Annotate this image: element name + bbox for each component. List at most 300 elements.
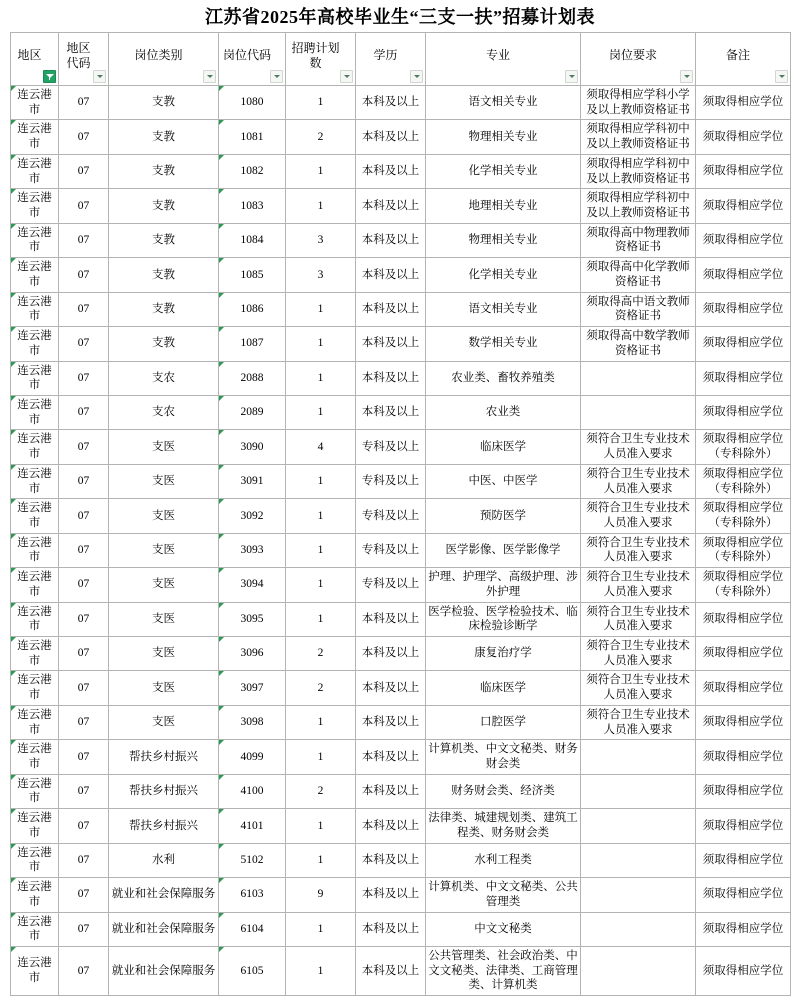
cell-major[interactable] [426,154,581,188]
cell-post-code[interactable] [219,327,286,361]
page-title: 江苏省2025年高校毕业生“三支一扶”招募计划表 [205,7,595,27]
cell-post-category[interactable] [109,327,219,361]
cell-plan-count[interactable] [286,464,356,498]
cell-plan-count[interactable] [286,843,356,877]
cell-major[interactable] [426,223,581,257]
cell-region[interactable] [11,258,59,292]
cell-education[interactable] [356,774,426,808]
cell-remark[interactable] [696,843,791,877]
cell-region-code[interactable] [59,120,109,154]
cell-post-category-text: 就业和社会保障服务 [111,888,216,901]
cell-requirement[interactable] [581,946,696,995]
cell-major[interactable] [426,361,581,395]
cell-post-category[interactable] [109,740,219,774]
cell-post-category[interactable] [109,464,219,498]
chevron-down-icon-region-code[interactable] [93,70,106,83]
cell-region-code[interactable] [59,499,109,533]
cell-major[interactable] [426,740,581,774]
cell-requirement[interactable] [581,774,696,808]
cell-requirement[interactable] [581,464,696,498]
cell-plan-count[interactable] [286,878,356,912]
column-header-education[interactable] [356,33,426,86]
column-header-remark[interactable] [696,33,791,86]
cell-region[interactable] [11,464,59,498]
cell-remark-text: 须取得相应学位 [702,130,784,143]
cell-region-code[interactable] [59,464,109,498]
cell-region[interactable] [11,86,59,120]
cell-remark[interactable] [696,430,791,464]
cell-post-category[interactable] [109,568,219,602]
cell-requirement[interactable] [581,430,696,464]
cell-region[interactable] [11,292,59,326]
cell-remark[interactable] [696,86,791,120]
cell-region[interactable] [11,912,59,946]
cell-requirement[interactable] [581,912,696,946]
cell-remark[interactable] [696,946,791,995]
cell-plan-count[interactable] [286,430,356,464]
cell-region[interactable] [11,430,59,464]
cell-region[interactable] [11,878,59,912]
cell-requirement[interactable] [581,223,696,257]
cell-plan-count[interactable] [286,189,356,223]
cell-region-text: 连云港市 [17,261,52,288]
cell-plan-count-text: 1 [317,371,324,384]
cell-remark[interactable] [696,809,791,843]
cell-region[interactable] [11,705,59,739]
cell-remark[interactable] [696,740,791,774]
cell-plan-count[interactable] [286,395,356,429]
cell-post-category[interactable] [109,499,219,533]
cell-post-code[interactable] [219,878,286,912]
cell-requirement[interactable] [581,809,696,843]
cell-region-code[interactable] [59,292,109,326]
cell-region[interactable] [11,154,59,188]
cell-post-code[interactable] [219,120,286,154]
cell-education[interactable] [356,395,426,429]
cell-requirement[interactable] [581,189,696,223]
cell-education[interactable] [356,292,426,326]
cell-remark[interactable] [696,464,791,498]
cell-plan-count[interactable] [286,533,356,567]
cell-remark-text: 须取得相应学位 [702,302,784,315]
cell-post-code-text: 1081 [240,130,264,143]
cell-remark[interactable] [696,705,791,739]
cell-post-code[interactable] [219,189,286,223]
cell-education[interactable] [356,327,426,361]
cell-major[interactable] [426,878,581,912]
cell-region-code[interactable] [59,533,109,567]
cell-plan-count[interactable] [286,705,356,739]
cell-region-code[interactable] [59,86,109,120]
cell-remark[interactable] [696,292,791,326]
cell-plan-count[interactable] [286,292,356,326]
cell-post-category[interactable] [109,533,219,567]
cell-post-code[interactable] [219,912,286,946]
cell-region[interactable] [11,499,59,533]
cell-region-text: 连云港市 [17,915,52,943]
table-row [11,533,791,567]
chevron-down-icon-requirement[interactable] [680,70,693,83]
cell-education[interactable] [356,120,426,154]
chevron-down-icon-plan-count[interactable] [340,70,353,83]
cell-plan-count-text: 1 [317,819,324,832]
table-row [11,946,791,995]
cell-post-code[interactable] [219,809,286,843]
cell-major[interactable] [426,464,581,498]
cell-remark[interactable] [696,154,791,188]
cell-region-code-text: 07 [77,440,90,453]
cell-post-code[interactable] [219,946,286,995]
cell-education[interactable] [356,809,426,843]
cell-post-category[interactable] [109,86,219,120]
cell-requirement[interactable] [581,327,696,361]
cell-post-code[interactable] [219,568,286,602]
cell-post-category[interactable] [109,637,219,671]
cell-post-category[interactable] [109,258,219,292]
chevron-down-icon-remark[interactable] [775,70,788,83]
cell-plan-count[interactable] [286,154,356,188]
cell-remark[interactable] [696,671,791,705]
column-header-requirement[interactable] [581,33,696,86]
cell-requirement[interactable] [581,568,696,602]
cell-post-category[interactable] [109,602,219,636]
cell-post-code[interactable] [219,671,286,705]
cell-region-text: 连云港市 [17,89,52,116]
cell-region[interactable] [11,602,59,636]
cell-education[interactable] [356,843,426,877]
cell-post-code-text: 5102 [240,853,264,866]
cell-region-code[interactable] [59,912,109,946]
cell-requirement[interactable] [581,705,696,739]
table-row [11,223,791,257]
cell-education-text: 本科及以上 [361,337,420,350]
column-header-major[interactable] [426,33,581,86]
cell-education[interactable] [356,464,426,498]
cell-post-code[interactable] [219,292,286,326]
cell-post-code[interactable] [219,223,286,257]
cell-post-category[interactable] [109,705,219,739]
cell-education-text: 本科及以上 [361,371,420,384]
cell-plan-count[interactable] [286,568,356,602]
cell-major[interactable] [426,946,581,995]
table-row [11,499,791,533]
cell-post-code[interactable] [219,86,286,120]
cell-plan-count[interactable] [286,912,356,946]
cell-region-code[interactable] [59,809,109,843]
cell-education-text: 本科及以上 [361,130,420,143]
cell-education[interactable] [356,258,426,292]
cell-post-code[interactable] [219,464,286,498]
cell-education[interactable] [356,568,426,602]
cell-plan-count[interactable] [286,86,356,120]
cell-region-code[interactable] [59,189,109,223]
cell-post-category[interactable] [109,912,219,946]
cell-remark[interactable] [696,223,791,257]
cell-remark[interactable] [696,774,791,808]
cell-plan-count[interactable] [286,361,356,395]
cell-plan-count[interactable] [286,120,356,154]
cell-remark[interactable] [696,912,791,946]
cell-post-category[interactable] [109,395,219,429]
cell-education[interactable] [356,86,426,120]
cell-requirement[interactable] [581,154,696,188]
cell-region-code[interactable] [59,843,109,877]
cell-major[interactable] [426,258,581,292]
cell-region[interactable] [11,533,59,567]
cell-remark[interactable] [696,258,791,292]
column-header-region-code[interactable] [59,33,109,86]
cell-education[interactable] [356,705,426,739]
cell-post-category[interactable] [109,154,219,188]
cell-education[interactable] [356,740,426,774]
cell-region[interactable] [11,809,59,843]
cell-remark[interactable] [696,327,791,361]
cell-education[interactable] [356,878,426,912]
cell-post-category[interactable] [109,809,219,843]
cell-education[interactable] [356,189,426,223]
cell-region-code[interactable] [59,154,109,188]
cell-region-code[interactable] [59,361,109,395]
cell-major-text: 农业类 [485,406,521,419]
cell-post-code[interactable] [219,843,286,877]
cell-post-category[interactable] [109,292,219,326]
cell-region-code[interactable] [59,671,109,705]
cell-region-code[interactable] [59,327,109,361]
cell-requirement[interactable] [581,671,696,705]
cell-plan-count[interactable] [286,946,356,995]
cell-post-code[interactable] [219,361,286,395]
cell-major[interactable] [426,120,581,154]
cell-region-code[interactable] [59,705,109,739]
cell-post-code[interactable] [219,430,286,464]
cell-post-category[interactable] [109,774,219,808]
cell-major[interactable] [426,602,581,636]
cell-post-code[interactable] [219,740,286,774]
table-row [11,258,791,292]
cell-major[interactable] [426,671,581,705]
cell-major[interactable] [426,843,581,877]
cell-region-code[interactable] [59,258,109,292]
cell-major[interactable] [426,86,581,120]
cell-region[interactable] [11,223,59,257]
cell-region[interactable] [11,671,59,705]
cell-region-code[interactable] [59,637,109,671]
cell-major-text: 临床医学 [480,440,526,453]
cell-region[interactable] [11,327,59,361]
cell-requirement[interactable] [581,86,696,120]
cell-education[interactable] [356,223,426,257]
cell-post-category-text: 支医 [152,475,175,488]
cell-remark[interactable] [696,395,791,429]
cell-requirement-text: 须符合卫生专业技术人员准入要求 [586,571,690,598]
cell-region-code[interactable] [59,878,109,912]
cell-post-code[interactable] [219,533,286,567]
cell-post-category[interactable] [109,946,219,995]
cell-requirement[interactable] [581,602,696,636]
cell-post-code[interactable] [219,258,286,292]
cell-plan-count[interactable] [286,258,356,292]
cell-post-code[interactable] [219,154,286,188]
cell-post-code[interactable] [219,637,286,671]
chevron-down-icon-post-category[interactable] [203,70,216,83]
cell-plan-count[interactable] [286,602,356,636]
cell-region[interactable] [11,637,59,671]
cell-region[interactable] [11,843,59,877]
cell-plan-count[interactable] [286,637,356,671]
cell-major[interactable] [426,292,581,326]
cell-remark[interactable] [696,189,791,223]
cell-requirement[interactable] [581,361,696,395]
cell-post-code[interactable] [219,602,286,636]
cell-post-code[interactable] [219,774,286,808]
cell-requirement[interactable] [581,637,696,671]
cell-post-category[interactable] [109,120,219,154]
cell-remark-text: 须取得相应学位 [702,268,784,281]
cell-major[interactable] [426,809,581,843]
cell-major[interactable] [426,637,581,671]
cell-post-code[interactable] [219,395,286,429]
cell-education[interactable] [356,361,426,395]
cell-education[interactable] [356,912,426,946]
cell-post-category[interactable] [109,361,219,395]
cell-post-category-text: 支医 [152,647,175,660]
column-header-post-code[interactable] [219,33,286,86]
cell-major[interactable] [426,499,581,533]
chevron-down-icon-post-code[interactable] [270,70,283,83]
cell-requirement-text: 须符合卫生专业技术人员准入要求 [586,433,690,461]
cell-education[interactable] [356,430,426,464]
cell-requirement[interactable] [581,740,696,774]
cell-requirement[interactable] [581,120,696,154]
filter-icon-region[interactable] [43,70,56,83]
cell-plan-count[interactable] [286,327,356,361]
cell-education[interactable] [356,533,426,567]
cell-post-category[interactable] [109,189,219,223]
cell-region-code[interactable] [59,740,109,774]
cell-major[interactable] [426,395,581,429]
cell-plan-count[interactable] [286,774,356,808]
cell-requirement[interactable] [581,258,696,292]
cell-remark[interactable] [696,568,791,602]
cell-education[interactable] [356,154,426,188]
column-header-post-category[interactable] [109,33,219,86]
cell-major-text: 化学相关专业 [468,165,538,178]
cell-post-category[interactable] [109,223,219,257]
cell-remark[interactable] [696,878,791,912]
cell-major[interactable] [426,568,581,602]
cell-education-text: 专科及以上 [361,440,420,453]
cell-region-code[interactable] [59,395,109,429]
cell-region-code[interactable] [59,774,109,808]
cell-post-category-text: 支教 [152,165,175,178]
cell-region-code[interactable] [59,223,109,257]
cell-education[interactable] [356,671,426,705]
cell-remark[interactable] [696,637,791,671]
cell-major[interactable] [426,327,581,361]
cell-plan-count[interactable] [286,499,356,533]
chevron-down-icon-education[interactable] [410,70,423,83]
cell-plan-count[interactable] [286,223,356,257]
cell-post-code[interactable] [219,499,286,533]
cell-region-code-text: 07 [77,853,90,866]
cell-major[interactable] [426,912,581,946]
cell-remark[interactable] [696,533,791,567]
cell-region-code-text: 07 [77,130,90,143]
table-row [11,395,791,429]
cell-region-code-text: 07 [77,302,90,315]
column-header-region[interactable] [11,33,59,86]
cell-region[interactable] [11,120,59,154]
cell-major[interactable] [426,533,581,567]
cell-requirement[interactable] [581,395,696,429]
cell-remark[interactable] [696,361,791,395]
cell-education[interactable] [356,499,426,533]
cell-education[interactable] [356,602,426,636]
cell-plan-count[interactable] [286,740,356,774]
cell-plan-count-text: 4 [317,440,324,453]
cell-remark[interactable] [696,499,791,533]
cell-requirement[interactable] [581,499,696,533]
cell-region-code-text: 07 [77,681,90,694]
cell-education[interactable] [356,637,426,671]
cell-post-code[interactable] [219,705,286,739]
chevron-down-icon-major[interactable] [565,70,578,83]
cell-remark-text: 须取得相应学位（专科除外） [702,433,784,461]
cell-region[interactable] [11,774,59,808]
cell-education-text: 本科及以上 [361,165,420,178]
cell-region[interactable] [11,740,59,774]
cell-region-code[interactable] [59,946,109,995]
cell-post-category[interactable] [109,878,219,912]
cell-region-text: 连云港市 [17,846,52,874]
cell-post-category[interactable] [109,843,219,877]
cell-remark-text: 须取得相应学位 [702,750,784,763]
cell-remark[interactable] [696,120,791,154]
cell-education[interactable] [356,946,426,995]
cell-major[interactable] [426,189,581,223]
cell-region-code[interactable] [59,568,109,602]
cell-plan-count[interactable] [286,809,356,843]
cell-major[interactable] [426,430,581,464]
cell-region[interactable] [11,946,59,995]
cell-requirement[interactable] [581,878,696,912]
cell-region-code[interactable] [59,602,109,636]
cell-region[interactable] [11,361,59,395]
cell-major[interactable] [426,774,581,808]
cell-major-text: 临床医学 [480,681,526,694]
cell-post-category[interactable] [109,671,219,705]
cell-region-text: 连云港市 [17,881,52,908]
cell-post-category-text: 支农 [152,371,175,384]
cell-major[interactable] [426,705,581,739]
column-header-plan-count[interactable] [286,33,356,86]
cell-requirement[interactable] [581,533,696,567]
cell-remark[interactable] [696,602,791,636]
cell-plan-count-text: 1 [317,750,324,763]
cell-plan-count[interactable] [286,671,356,705]
cell-region[interactable] [11,395,59,429]
cell-region-code[interactable] [59,430,109,464]
cell-requirement[interactable] [581,292,696,326]
cell-post-code-text: 3094 [240,578,264,591]
cell-region[interactable] [11,568,59,602]
cell-post-category[interactable] [109,430,219,464]
cell-requirement[interactable] [581,843,696,877]
cell-education-text: 专科及以上 [361,509,420,522]
cell-region[interactable] [11,189,59,223]
cell-major-text: 语文相关专业 [468,96,538,109]
cell-region-code-text: 07 [77,337,90,350]
